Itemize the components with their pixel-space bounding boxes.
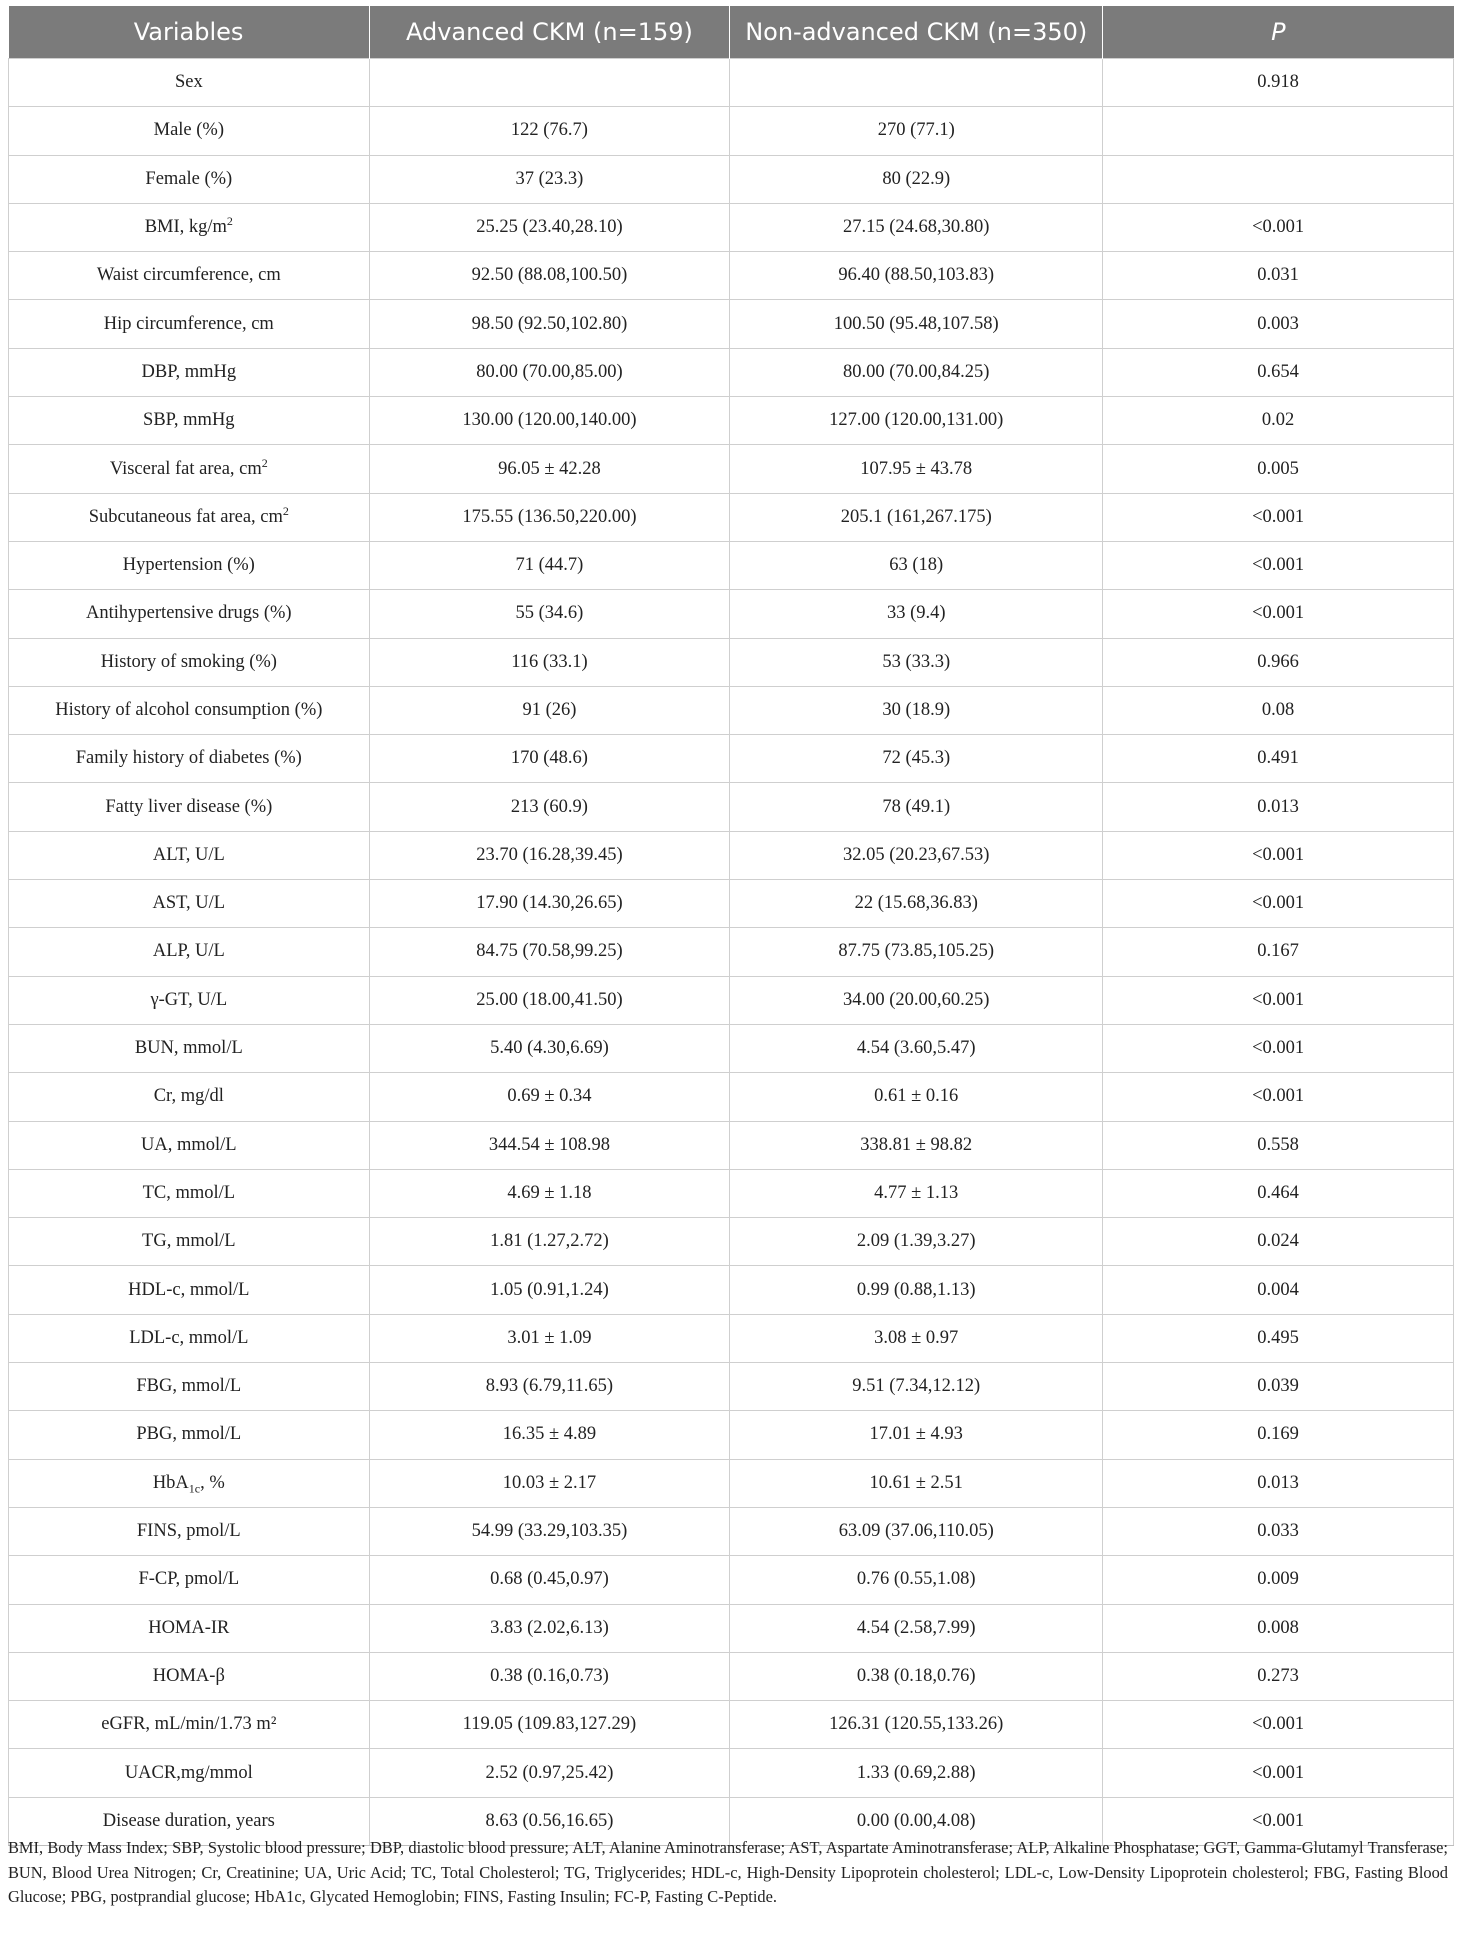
table-row: [9, 590, 1454, 638]
variable-label: Disease duration, years: [102, 1810, 275, 1831]
cell-advanced-ckm: 119.05 (109.83,127.29): [369, 1701, 730, 1749]
cell-p-value: 0.013: [1103, 783, 1454, 831]
cell-variable: [9, 880, 370, 928]
cell-p-value: [1103, 155, 1454, 203]
variable-label: ALP, U/L: [152, 941, 225, 962]
table-row: [9, 1266, 1454, 1314]
cell-p-value: 0.558: [1103, 1121, 1454, 1169]
cell-advanced-ckm: 175.55 (136.50,220.00): [369, 493, 730, 541]
variable-label: BUN, mmol/L: [134, 1038, 243, 1059]
variable-label: Fatty liver disease (%): [105, 796, 273, 817]
cell-variable: [9, 831, 370, 879]
variable-label: History of alcohol consumption (%): [55, 700, 323, 720]
cell-p-value: <0.001: [1103, 590, 1454, 638]
header-advanced-ckm: Advanced CKM (n=159): [369, 6, 730, 59]
cell-advanced-ckm: 0.68 (0.45,0.97): [369, 1556, 730, 1604]
cell-variable: [9, 686, 370, 734]
cell-variable: [9, 1024, 370, 1072]
cell-advanced-ckm: 213 (60.9): [369, 783, 730, 831]
cell-non-advanced-ckm: 2.09 (1.39,3.27): [730, 1218, 1103, 1266]
cell-advanced-ckm: 3.01 ± 1.09: [369, 1314, 730, 1362]
variable-label: F-CP, pmol/L: [138, 1569, 240, 1590]
cell-advanced-ckm: 91 (26): [369, 686, 730, 734]
cell-non-advanced-ckm: 30 (18.9): [730, 686, 1103, 734]
cell-variable: [9, 107, 370, 155]
table-row: [9, 1507, 1454, 1555]
table-row: [9, 107, 1454, 155]
cell-advanced-ckm: 55 (34.6): [369, 590, 730, 638]
variable-label: LDL-c, mmol/L: [129, 1327, 249, 1348]
cell-p-value: <0.001: [1103, 1797, 1454, 1845]
variable-subscript: 1c: [188, 1481, 201, 1496]
variable-label: SBP, mmHg: [143, 410, 235, 431]
cell-non-advanced-ckm: 126.31 (120.55,133.26): [730, 1701, 1103, 1749]
table-row: [9, 252, 1454, 300]
table-row: [9, 1652, 1454, 1700]
cell-advanced-ckm: 25.00 (18.00,41.50): [369, 976, 730, 1024]
cell-non-advanced-ckm: 63 (18): [730, 541, 1103, 589]
variable-label: eGFR, mL/min/1.73 m²: [101, 1714, 277, 1735]
table-row: [9, 541, 1454, 589]
cell-variable: [9, 783, 370, 831]
cell-variable: [9, 1121, 370, 1169]
cell-advanced-ckm: 0.38 (0.16,0.73): [369, 1652, 730, 1700]
cell-variable: [9, 1652, 370, 1700]
cell-variable: [9, 541, 370, 589]
variable-label: PBG, mmol/L: [136, 1424, 242, 1445]
cell-variable: [9, 397, 370, 445]
cell-p-value: 0.003: [1103, 300, 1454, 348]
cell-variable: [9, 976, 370, 1024]
table-row: [9, 735, 1454, 783]
variable-superscript: 2: [261, 455, 268, 470]
cell-p-value: 0.004: [1103, 1266, 1454, 1314]
table-footnote: BMI, Body Mass Index; SBP, Systolic blood pressure; DBP, diastolic blood pressure; ALT, Alanine Aminotransferase; AST, Aspartate Aminotransferase; ALP, Alkaline Phosphatase; GGT, Gamma-Glutamyl Transferase; BUN, Blood Urea Nitrogen; Cr, Creatinine; UA, Uric Acid; TC, Total Cholesterol; TG, Triglycerides; HDL-c, High-Density Lipoprotein cholesterol; LDL-c, Low-Density Lipoprotein cholesterol; FBG, Fasting Blood Glucose; PBG, postprandial glucose; HbA1c, Glycated Hemoglobin; FINS, Fasting Insulin; FC-P, Fasting C-Peptide.: [8, 1838, 1448, 1906]
cell-advanced-ckm: 84.75 (70.58,99.25): [369, 928, 730, 976]
table-row: [9, 1363, 1454, 1411]
cell-non-advanced-ckm: 80 (22.9): [730, 155, 1103, 203]
cell-p-value: 0.013: [1103, 1459, 1454, 1507]
cell-p-value: 0.08: [1103, 686, 1454, 734]
cell-p-value: 0.005: [1103, 445, 1454, 493]
cell-non-advanced-ckm: 1.33 (0.69,2.88): [730, 1749, 1103, 1797]
cell-p-value: [1103, 107, 1454, 155]
cell-advanced-ckm: 122 (76.7): [369, 107, 730, 155]
table-row: [9, 1749, 1454, 1797]
cell-variable: [9, 1411, 370, 1459]
cell-non-advanced-ckm: 0.76 (0.55,1.08): [730, 1556, 1103, 1604]
cell-p-value: 0.654: [1103, 348, 1454, 396]
table-row: [9, 1604, 1454, 1652]
variable-label: Waist circumference, cm: [96, 265, 281, 286]
cell-p-value: 0.02: [1103, 397, 1454, 445]
cell-advanced-ckm: 3.83 (2.02,6.13): [369, 1604, 730, 1652]
table-row: [9, 493, 1454, 541]
cell-variable: [9, 203, 370, 251]
cell-variable: [9, 1266, 370, 1314]
cell-variable: [9, 445, 370, 493]
cell-non-advanced-ckm: 17.01 ± 4.93: [730, 1411, 1103, 1459]
cell-non-advanced-ckm: 270 (77.1): [730, 107, 1103, 155]
cell-p-value: 0.033: [1103, 1507, 1454, 1555]
table-row: [9, 831, 1454, 879]
cell-variable: [9, 1169, 370, 1217]
variable-unit: , %: [200, 1472, 225, 1493]
cell-variable: [9, 928, 370, 976]
cell-p-value: <0.001: [1103, 541, 1454, 589]
cell-p-value: <0.001: [1103, 880, 1454, 928]
cell-advanced-ckm: 80.00 (70.00,85.00): [369, 348, 730, 396]
cell-advanced-ckm: 98.50 (92.50,102.80): [369, 300, 730, 348]
cell-variable: [9, 1507, 370, 1555]
table-row: [9, 1024, 1454, 1072]
characteristics-table: [8, 6, 1454, 1846]
variable-label: Male (%): [153, 120, 224, 141]
cell-advanced-ckm: 37 (23.3): [369, 155, 730, 203]
table-row: [9, 638, 1454, 686]
variable-label: TG, mmol/L: [142, 1231, 236, 1252]
cell-non-advanced-ckm: 96.40 (88.50,103.83): [730, 252, 1103, 300]
header-non-advanced-ckm: Non-advanced CKM (n=350): [730, 6, 1103, 59]
cell-advanced-ckm: 71 (44.7): [369, 541, 730, 589]
cell-non-advanced-ckm: 338.81 ± 98.82: [730, 1121, 1103, 1169]
variable-label: AST, U/L: [152, 893, 226, 914]
cell-non-advanced-ckm: 10.61 ± 2.51: [730, 1459, 1103, 1507]
cell-advanced-ckm: 116 (33.1): [369, 638, 730, 686]
cell-non-advanced-ckm: 3.08 ± 0.97: [730, 1314, 1103, 1362]
cell-p-value: 0.024: [1103, 1218, 1454, 1266]
cell-p-value: <0.001: [1103, 1749, 1454, 1797]
variable-label: HOMA-β: [152, 1665, 225, 1686]
cell-non-advanced-ckm: 53 (33.3): [730, 638, 1103, 686]
cell-variable: [9, 1459, 370, 1507]
cell-non-advanced-ckm: 4.54 (2.58,7.99): [730, 1604, 1103, 1652]
table-header-row: [9, 6, 1454, 59]
table-row: [9, 397, 1454, 445]
cell-advanced-ckm: 92.50 (88.08,100.50): [369, 252, 730, 300]
cell-p-value: 0.464: [1103, 1169, 1454, 1217]
cell-p-value: 0.167: [1103, 928, 1454, 976]
cell-non-advanced-ckm: 127.00 (120.00,131.00): [730, 397, 1103, 445]
variable-superscript: 2: [226, 213, 233, 228]
header-variables: Variables: [9, 6, 370, 59]
cell-p-value: <0.001: [1103, 203, 1454, 251]
cell-p-value: 0.273: [1103, 1652, 1454, 1700]
cell-p-value: 0.039: [1103, 1363, 1454, 1411]
variable-label: Antihypertensive drugs (%): [86, 603, 292, 624]
cell-variable: [9, 1749, 370, 1797]
cell-p-value: 0.966: [1103, 638, 1454, 686]
cell-variable: [9, 300, 370, 348]
table-row: [9, 686, 1454, 734]
cell-variable: [9, 1073, 370, 1121]
cell-advanced-ckm: 1.81 (1.27,2.72): [369, 1218, 730, 1266]
table-row: [9, 880, 1454, 928]
table-row: [9, 1218, 1454, 1266]
cell-non-advanced-ckm: 22 (15.68,36.83): [730, 880, 1103, 928]
table-container: [8, 6, 1454, 1846]
cell-advanced-ckm: 96.05 ± 42.28: [369, 445, 730, 493]
variable-superscript: 2: [282, 503, 289, 518]
cell-advanced-ckm: 25.25 (23.40,28.10): [369, 203, 730, 251]
cell-p-value: <0.001: [1103, 493, 1454, 541]
cell-non-advanced-ckm: 32.05 (20.23,67.53): [730, 831, 1103, 879]
variable-label: Sex: [174, 72, 203, 93]
cell-variable: [9, 735, 370, 783]
cell-p-value: 0.009: [1103, 1556, 1454, 1604]
table-row: [9, 1121, 1454, 1169]
variable-label: HbA: [152, 1472, 189, 1493]
cell-advanced-ckm: 2.52 (0.97,25.42): [369, 1749, 730, 1797]
cell-non-advanced-ckm: 0.00 (0.00,4.08): [730, 1797, 1103, 1845]
variable-label: Hip circumference, cm: [103, 313, 274, 334]
cell-variable: [9, 155, 370, 203]
cell-p-value: 0.918: [1103, 59, 1454, 107]
variable-label: FBG, mmol/L: [136, 1376, 242, 1397]
cell-variable: [9, 590, 370, 638]
cell-variable: [9, 1363, 370, 1411]
variable-label: HOMA-IR: [148, 1617, 230, 1638]
table-row: [9, 59, 1454, 107]
variable-label: UA, mmol/L: [141, 1134, 237, 1155]
table-row: [9, 203, 1454, 251]
cell-non-advanced-ckm: 100.50 (95.48,107.58): [730, 300, 1103, 348]
table-row: [9, 928, 1454, 976]
variable-label: DBP, mmHg: [141, 361, 237, 382]
cell-p-value: 0.031: [1103, 252, 1454, 300]
cell-non-advanced-ckm: [730, 59, 1103, 107]
cell-p-value: <0.001: [1103, 1701, 1454, 1749]
cell-non-advanced-ckm: 9.51 (7.34,12.12): [730, 1363, 1103, 1411]
cell-advanced-ckm: 10.03 ± 2.17: [369, 1459, 730, 1507]
cell-variable: [9, 59, 370, 107]
table-body: [9, 59, 1454, 1846]
cell-advanced-ckm: 8.93 (6.79,11.65): [369, 1363, 730, 1411]
variable-label: γ-GT, U/L: [150, 989, 228, 1010]
table-row: [9, 1459, 1454, 1507]
variable-label: UACR,mg/mmol: [124, 1762, 253, 1783]
cell-non-advanced-ckm: 4.54 (3.60,5.47): [730, 1024, 1103, 1072]
cell-advanced-ckm: [369, 59, 730, 107]
variable-label: TC, mmol/L: [142, 1182, 236, 1203]
cell-advanced-ckm: 1.05 (0.91,1.24): [369, 1266, 730, 1314]
table-row: [9, 1314, 1454, 1362]
cell-variable: [9, 1556, 370, 1604]
cell-non-advanced-ckm: 0.61 ± 0.16: [730, 1073, 1103, 1121]
cell-variable: [9, 348, 370, 396]
variable-label: Female (%): [145, 168, 233, 189]
cell-variable: [9, 493, 370, 541]
cell-variable: [9, 1701, 370, 1749]
cell-advanced-ckm: 23.70 (16.28,39.45): [369, 831, 730, 879]
cell-variable: [9, 1218, 370, 1266]
cell-advanced-ckm: 54.99 (33.29,103.35): [369, 1507, 730, 1555]
cell-advanced-ckm: 4.69 ± 1.18: [369, 1169, 730, 1217]
cell-advanced-ckm: 17.90 (14.30,26.65): [369, 880, 730, 928]
cell-advanced-ckm: 130.00 (120.00,140.00): [369, 397, 730, 445]
cell-p-value: <0.001: [1103, 1073, 1454, 1121]
cell-p-value: 0.491: [1103, 735, 1454, 783]
cell-non-advanced-ckm: 33 (9.4): [730, 590, 1103, 638]
cell-non-advanced-ckm: 78 (49.1): [730, 783, 1103, 831]
cell-variable: [9, 638, 370, 686]
variable-label: History of smoking (%): [100, 651, 277, 672]
table-row: [9, 1073, 1454, 1121]
variable-label: Visceral fat area, cm: [109, 458, 262, 479]
cell-p-value: <0.001: [1103, 831, 1454, 879]
table-row: [9, 1411, 1454, 1459]
cell-non-advanced-ckm: 0.38 (0.18,0.76): [730, 1652, 1103, 1700]
table-row: [9, 783, 1454, 831]
cell-non-advanced-ckm: 34.00 (20.00,60.25): [730, 976, 1103, 1024]
cell-variable: [9, 252, 370, 300]
variable-label: HDL-c, mmol/L: [128, 1279, 250, 1300]
header-p-value: P: [1103, 6, 1454, 59]
table-row: [9, 155, 1454, 203]
variable-label: Family history of diabetes (%): [75, 748, 302, 769]
table-row: [9, 976, 1454, 1024]
table-row: [9, 300, 1454, 348]
cell-variable: [9, 1314, 370, 1362]
cell-p-value: <0.001: [1103, 1024, 1454, 1072]
table-row: [9, 1701, 1454, 1749]
table-row: [9, 348, 1454, 396]
variable-label: BMI, kg/m: [144, 217, 227, 238]
cell-non-advanced-ckm: 0.99 (0.88,1.13): [730, 1266, 1103, 1314]
cell-advanced-ckm: 5.40 (4.30,6.69): [369, 1024, 730, 1072]
cell-p-value: 0.169: [1103, 1411, 1454, 1459]
table-row: [9, 1556, 1454, 1604]
cell-p-value: 0.495: [1103, 1314, 1454, 1362]
cell-non-advanced-ckm: 4.77 ± 1.13: [730, 1169, 1103, 1217]
variable-label: FINS, pmol/L: [136, 1521, 241, 1542]
table-row: [9, 445, 1454, 493]
cell-non-advanced-ckm: 80.00 (70.00,84.25): [730, 348, 1103, 396]
variable-label: Subcutaneous fat area, cm: [88, 506, 283, 527]
variable-label: Cr, mg/dl: [153, 1086, 224, 1107]
cell-non-advanced-ckm: 107.95 ± 43.78: [730, 445, 1103, 493]
variable-label: ALT, U/L: [152, 844, 225, 865]
cell-variable: [9, 1604, 370, 1652]
cell-non-advanced-ckm: 63.09 (37.06,110.05): [730, 1507, 1103, 1555]
cell-non-advanced-ckm: 27.15 (24.68,30.80): [730, 203, 1103, 251]
cell-non-advanced-ckm: 72 (45.3): [730, 735, 1103, 783]
cell-non-advanced-ckm: 87.75 (73.85,105.25): [730, 928, 1103, 976]
cell-non-advanced-ckm: 205.1 (161,267.175): [730, 493, 1103, 541]
cell-p-value: 0.008: [1103, 1604, 1454, 1652]
cell-advanced-ckm: 8.63 (0.56,16.65): [369, 1797, 730, 1845]
cell-advanced-ckm: 16.35 ± 4.89: [369, 1411, 730, 1459]
cell-advanced-ckm: 170 (48.6): [369, 735, 730, 783]
cell-p-value: <0.001: [1103, 976, 1454, 1024]
cell-advanced-ckm: 344.54 ± 108.98: [369, 1121, 730, 1169]
variable-label: Hypertension (%): [122, 555, 255, 576]
table-row: [9, 1169, 1454, 1217]
cell-advanced-ckm: 0.69 ± 0.34: [369, 1073, 730, 1121]
